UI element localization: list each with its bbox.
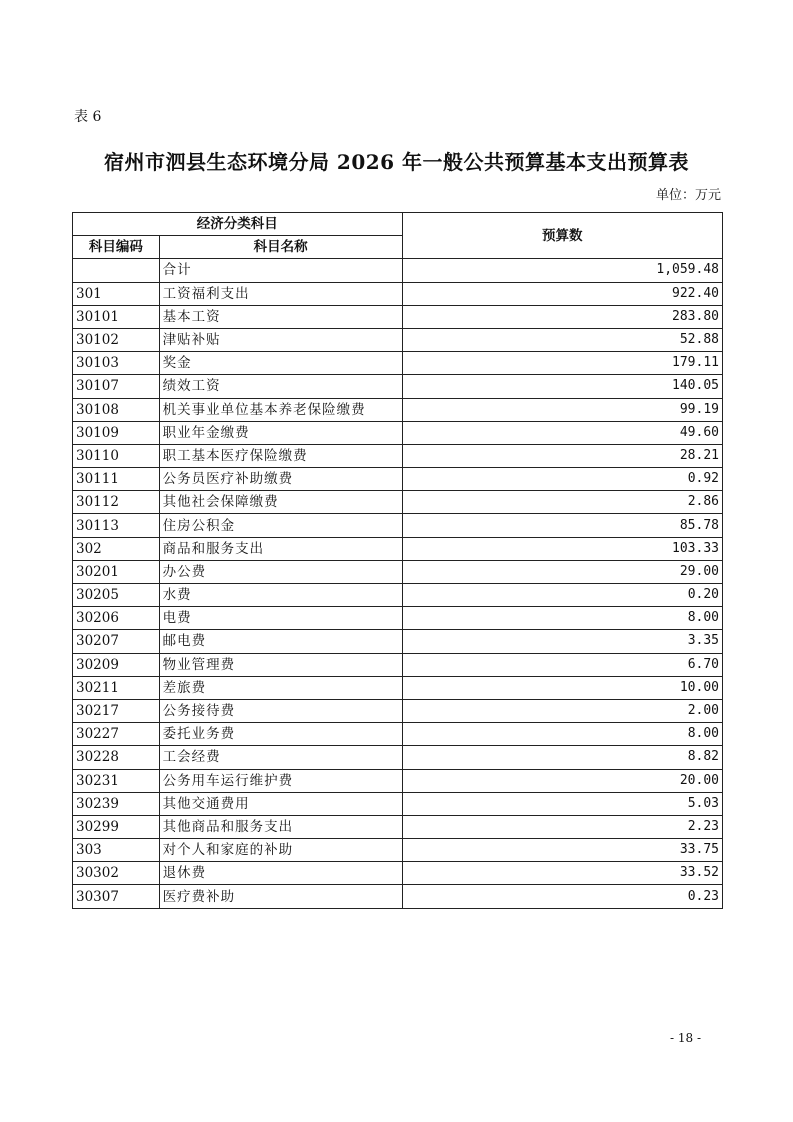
table-row — [73, 444, 723, 467]
subject-name-cell: 水费 — [159, 584, 402, 607]
budget-amount-cell: 28.21 — [402, 444, 722, 467]
subject-code-cell: 30101 — [73, 305, 160, 328]
subject-code-cell: 30103 — [73, 352, 160, 375]
table-label: 表 6 — [74, 109, 102, 125]
subject-code-cell: 302 — [73, 537, 160, 560]
table-row — [73, 468, 723, 491]
subject-name-cell: 奖金 — [159, 352, 402, 375]
budget-amount-cell: 0.23 — [402, 885, 722, 908]
subject-name-cell: 公务员医疗补助缴费 — [159, 468, 402, 491]
budget-amount-cell: 85.78 — [402, 514, 722, 537]
budget-amount-cell: 99.19 — [402, 398, 722, 421]
table-row — [73, 630, 723, 653]
table-row — [73, 305, 723, 328]
subject-name-cell: 对个人和家庭的补助 — [159, 839, 402, 862]
subject-code-cell: 30108 — [73, 398, 160, 421]
table-row — [73, 398, 723, 421]
subject-name-cell: 其他交通费用 — [159, 792, 402, 815]
unit-label: 单位：万元 — [655, 188, 721, 203]
table-row — [73, 259, 723, 282]
table-row — [73, 699, 723, 722]
subject-name-cell: 办公费 — [159, 560, 402, 583]
table-row — [73, 328, 723, 351]
subject-name-cell: 职业年金缴费 — [159, 421, 402, 444]
subject-name-header: 科目名称 — [159, 236, 402, 259]
budget-amount-cell: 2.23 — [402, 815, 722, 838]
subject-name-cell: 其他商品和服务支出 — [159, 815, 402, 838]
budget-amount-cell: 8.00 — [402, 607, 722, 630]
subject-code-header: 科目编码 — [73, 236, 160, 259]
budget-amount-cell: 922.40 — [402, 282, 722, 305]
table-body — [73, 259, 723, 908]
table-row — [73, 723, 723, 746]
table-row — [73, 653, 723, 676]
budget-amount-cell: 0.20 — [402, 584, 722, 607]
subject-code-cell: 30307 — [73, 885, 160, 908]
subject-code-cell: 30112 — [73, 491, 160, 514]
budget-amount-cell: 52.88 — [402, 328, 722, 351]
table-row — [73, 514, 723, 537]
subject-name-cell: 公务接待费 — [159, 699, 402, 722]
budget-amount-cell: 33.75 — [402, 839, 722, 862]
budget-amount-cell: 6.70 — [402, 653, 722, 676]
table-row — [73, 352, 723, 375]
subject-code-cell: 30227 — [73, 723, 160, 746]
budget-amount-cell: 10.00 — [402, 676, 722, 699]
subject-code-cell: 30110 — [73, 444, 160, 467]
subject-name-cell: 职工基本医疗保险缴费 — [159, 444, 402, 467]
subject-name-cell: 退休费 — [159, 862, 402, 885]
budget-amount-cell: 29.00 — [402, 560, 722, 583]
subject-name-cell: 邮电费 — [159, 630, 402, 653]
subject-code-cell: 30113 — [73, 514, 160, 537]
subject-code-cell: 30205 — [73, 584, 160, 607]
budget-table — [72, 212, 723, 909]
table-row — [73, 792, 723, 815]
subject-name-cell: 差旅费 — [159, 676, 402, 699]
subject-code-cell: 30206 — [73, 607, 160, 630]
budget-amount-cell: 3.35 — [402, 630, 722, 653]
table-row — [73, 537, 723, 560]
subject-code-cell: 30109 — [73, 421, 160, 444]
subject-code-cell: 30211 — [73, 676, 160, 699]
table-row — [73, 862, 723, 885]
budget-amount-header: 预算数 — [402, 213, 722, 259]
budget-amount-cell: 103.33 — [402, 537, 722, 560]
subject-code-cell: 30302 — [73, 862, 160, 885]
subject-name-cell: 委托业务费 — [159, 723, 402, 746]
subject-name-cell: 物业管理费 — [159, 653, 402, 676]
subject-name-cell: 公务用车运行维护费 — [159, 769, 402, 792]
table-header-row — [73, 213, 723, 236]
budget-amount-cell: 8.00 — [402, 723, 722, 746]
budget-amount-cell: 8.82 — [402, 746, 722, 769]
budget-amount-cell: 49.60 — [402, 421, 722, 444]
table-row — [73, 560, 723, 583]
subject-name-cell: 合计 — [159, 259, 402, 282]
subject-name-cell: 工资福利支出 — [159, 282, 402, 305]
table-row — [73, 815, 723, 838]
table-row — [73, 607, 723, 630]
table-row — [73, 885, 723, 908]
table-row — [73, 839, 723, 862]
table-row — [73, 746, 723, 769]
subject-name-cell: 津贴补贴 — [159, 328, 402, 351]
subject-name-cell: 住房公积金 — [159, 514, 402, 537]
subject-code-cell: 30207 — [73, 630, 160, 653]
subject-code-cell: 30231 — [73, 769, 160, 792]
table-row — [73, 584, 723, 607]
subject-name-cell: 其他社会保障缴费 — [159, 491, 402, 514]
subject-code-cell: 30209 — [73, 653, 160, 676]
budget-amount-cell: 2.00 — [402, 699, 722, 722]
table-row — [73, 676, 723, 699]
subject-name-cell: 绩效工资 — [159, 375, 402, 398]
subject-code-cell: 30217 — [73, 699, 160, 722]
table-row — [73, 491, 723, 514]
table-row — [73, 421, 723, 444]
subject-code-cell: 303 — [73, 839, 160, 862]
subject-code-cell — [73, 259, 160, 282]
budget-amount-cell: 33.52 — [402, 862, 722, 885]
economic-classification-header: 经济分类科目 — [73, 213, 403, 236]
budget-amount-cell: 20.00 — [402, 769, 722, 792]
subject-name-cell: 医疗费补助 — [159, 885, 402, 908]
document-title: 宿州市泗县生态环境分局 2026 年一般公共预算基本支出预算表 — [103, 150, 690, 174]
subject-name-cell: 商品和服务支出 — [159, 537, 402, 560]
subject-name-cell: 基本工资 — [159, 305, 402, 328]
subject-code-cell: 30201 — [73, 560, 160, 583]
budget-amount-cell: 283.80 — [402, 305, 722, 328]
subject-code-cell: 30228 — [73, 746, 160, 769]
budget-amount-cell: 1,059.48 — [402, 259, 722, 282]
subject-code-cell: 30239 — [73, 792, 160, 815]
subject-name-cell: 工会经费 — [159, 746, 402, 769]
subject-code-cell: 30107 — [73, 375, 160, 398]
budget-amount-cell: 179.11 — [402, 352, 722, 375]
budget-amount-cell: 140.05 — [402, 375, 722, 398]
subject-code-cell: 30111 — [73, 468, 160, 491]
table-row — [73, 769, 723, 792]
subject-code-cell: 301 — [73, 282, 160, 305]
subject-name-cell: 电费 — [159, 607, 402, 630]
table-row — [73, 282, 723, 305]
subject-code-cell: 30102 — [73, 328, 160, 351]
page-number: - 18 - — [669, 1031, 701, 1045]
subject-code-cell: 30299 — [73, 815, 160, 838]
subject-name-cell: 机关事业单位基本养老保险缴费 — [159, 398, 402, 421]
budget-amount-cell: 2.86 — [402, 491, 722, 514]
budget-amount-cell: 0.92 — [402, 468, 722, 491]
budget-amount-cell: 5.03 — [402, 792, 722, 815]
table-row — [73, 375, 723, 398]
